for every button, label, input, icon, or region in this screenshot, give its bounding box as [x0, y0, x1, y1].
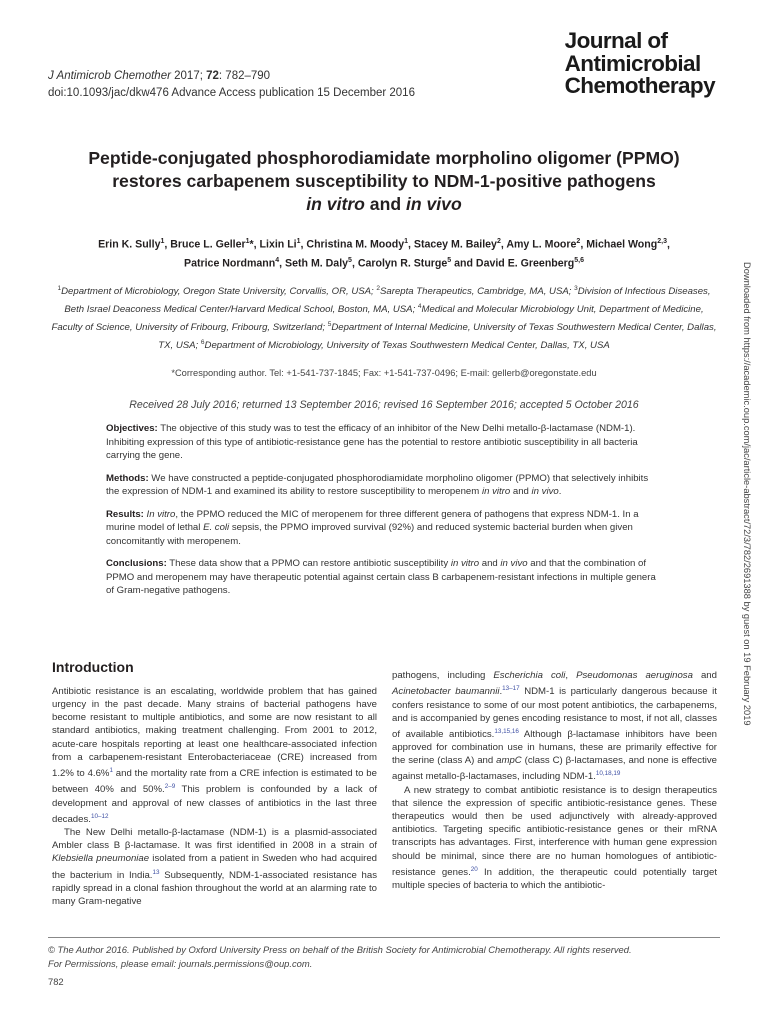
affiliation-mark: 6: [200, 338, 205, 346]
author-name[interactable]: , Amy L. Moore: [500, 238, 577, 251]
author-affiliation-mark: 5: [447, 257, 452, 265]
author-affiliation-mark: 1: [296, 238, 301, 245]
footer-rule: [48, 937, 720, 938]
title-italic: in vitro: [306, 194, 365, 214]
author-affiliation-mark: 2: [576, 238, 581, 245]
body-text: (class C) β-lactamases, and none is effective against metallo-β-lactamases, including NDM-1.: [392, 755, 717, 783]
affiliation-mark: 4: [417, 302, 422, 310]
abstract-text: sepsis, the PPMO improved survival (92%) and reduced systemic bacterial burden when given concomitantly with meropenem.: [106, 522, 633, 547]
body-text: This problem is confounded by a lack of development and approval of new classes of antibiotics in the last three decades.: [52, 784, 377, 825]
journal-logo-line: Chemotherapy: [564, 73, 715, 98]
body-paragraph: [392, 669, 717, 784]
download-watermark: Downloaded from https://academic.oup.com/jac/article-abstract/72/3/782/2691388 by guest on 19 February 2019: [742, 262, 752, 726]
abstract-conclusions: [106, 557, 662, 598]
affiliation-text: Division of Infectious Diseases, Beth Israel Deaconess Medical Center/Harvard Medical School, Boston, MA, USA;: [64, 286, 711, 316]
author-affiliation-mark: 2,3: [657, 238, 667, 245]
author-affiliation-mark: 2: [496, 238, 501, 245]
affiliation-text: Department of Internal Medicine, University of Texas Southwestern Medical Center, Dallas, TX, USA;: [158, 321, 717, 351]
affiliation-mark: 1: [57, 285, 62, 292]
author-name[interactable]: Erin K. Sully: [98, 238, 161, 251]
body-text: Although β-lactamase inhibitors have been approved for combination use in humans, these are primarily effective for the serine (class A) and: [392, 729, 717, 767]
page-number: 782: [48, 976, 64, 987]
reference-link[interactable]: 10–12: [90, 812, 109, 820]
abstract-text: We have constructed a peptide-conjugated phosphorodiamidate morpholino oligomer (PPMO) that selectively inhibits the expression of NDM-1 and examined its ability to restore susceptibility to meropenem: [106, 472, 649, 497]
affiliations: [48, 282, 720, 354]
abstract-text: The objective of this study was to test the efficacy of an inhibitor of the New Delhi metallo-β-lactamase (NDM-1). Inhibiting expression of this type of antibiotic-resistance gene has the potential to restore antibiotic susceptibility in all bacteria carrying the gene.: [106, 423, 638, 461]
author-affiliation-mark: 1: [245, 238, 250, 245]
title-italic: in vivo: [405, 194, 462, 214]
reference-link[interactable]: 13,15,16: [494, 727, 519, 735]
body-paragraph: [392, 784, 717, 892]
abstract-text: , the PPMO reduced the MIC of meropenem for three different genera of pathogens that express NDM-1. In a murine model of lethal: [106, 508, 639, 533]
author-name[interactable]: and David E. Greenberg: [451, 257, 575, 270]
affiliation-text: Sarepta Therapeutics, Cambridge, MA, USA;: [380, 286, 575, 298]
body-italic: Escherichia coli: [493, 670, 566, 681]
abstract-italic: E. coli: [203, 522, 230, 533]
body-column-left: [52, 685, 377, 908]
abstract: [106, 422, 662, 607]
body-text: A new strategy to combat antibiotic resistance is to design therapeutics that silence the expression of specific antibiotic-resistance genes. These therapeutics would then be used adjunctively with already-approved antibiotics. Targeting specific antibiotic-resistance genes or their mRNA transcripts has advantages. First, interference with human gene expression should be minimal, since there are no human homologues of antibiotic-resistance genes.: [392, 784, 717, 878]
body-italic: Acinetobacter baumannii: [392, 686, 500, 698]
body-paragraph: [52, 685, 377, 826]
abstract-objectives: [106, 422, 662, 463]
author-list: [40, 234, 728, 272]
affiliation-mark: 2: [376, 285, 381, 292]
affiliation-text: Medical and Molecular Microbiology Unit, Department of Medicine, Faculty of Science, University of Fribourg, Fribourg, Switzerland;: [51, 304, 704, 333]
author-name[interactable]: , Stacey M. Bailey: [408, 238, 497, 251]
author-name[interactable]: , Michael Wong: [580, 238, 658, 251]
body-italic: Pseudomonas aeruginosa: [576, 670, 693, 681]
received-dates: Received 28 July 2016; returned 13 September 2016; revised 16 September 2016; accepted 5 October 2016: [129, 399, 639, 411]
abstract-methods: [106, 472, 662, 499]
abstract-text: and: [479, 558, 501, 569]
abstract-label: Methods:: [106, 472, 149, 484]
abstract-text: and: [510, 486, 532, 497]
author-name[interactable]: , Bruce L. Geller: [164, 238, 246, 251]
footer-copyright: [48, 943, 632, 971]
body-text: Subsequently, NDM-1-associated resistance has rapidly spread in a clonal fashion throughout the world at an alarming rate to many Gram-negative: [52, 869, 377, 908]
body-italic: ampC: [496, 755, 522, 767]
author-name[interactable]: , Carolyn R. Sturge: [351, 257, 448, 270]
journal-logo: [565, 30, 715, 98]
author-affiliation-mark: 1: [160, 238, 165, 245]
body-text: Antibiotic resistance is an escalating, worldwide problem that has gained urgency in the past decade. Many strains of bacterial pathogens have become resistant to multiple antibiotics, and some are now resistant to all standard antibiotics, making treatment challenging. From 2001 to 2012, acute-care hospitals reporting at least one healthcare-associated infection from a carbapenem-resistant Enterobacteriaceae (CRE) increased from 1.2% to 4.6%: [52, 686, 377, 780]
citation-volume: 72: [206, 70, 219, 82]
abstract-italic: in vivo: [500, 558, 528, 569]
abstract-label: Results:: [106, 508, 144, 520]
abstract-italic: in vivo: [531, 486, 559, 497]
title-line: Peptide-conjugated phosphorodiamidate morpholino oligomer (PPMO): [88, 148, 680, 168]
affiliation-text: Department of Microbiology, University of Texas Southwestern Medical Center, Dallas, TX, USA: [204, 339, 610, 351]
author-name[interactable]: Patrice Nordmann: [184, 257, 276, 270]
body-text: and the mortality rate from a CRE infection is estimated to be between 40% and 50%.: [52, 768, 377, 796]
body-text: ,: [565, 670, 577, 681]
abstract-text: .: [558, 486, 562, 497]
reference-link[interactable]: 13: [152, 868, 160, 876]
author-affiliation-mark: 5: [348, 257, 352, 265]
title-line: [40, 193, 728, 216]
reference-link[interactable]: 1: [109, 766, 113, 774]
section-heading-introduction: Introduction: [52, 659, 134, 675]
copyright-line: © The Author 2016. Published by Oxford University Press on behalf of the British Society for Antimicrobial Chemotherapy. All rights reserved.: [48, 944, 632, 955]
article-citation: [48, 68, 415, 102]
reference-link[interactable]: 2–9: [164, 783, 176, 791]
body-text: pathogens, including: [392, 670, 494, 681]
body-column-right: [392, 669, 717, 892]
author-name[interactable]: *, Lixin Li: [249, 238, 297, 251]
reference-link[interactable]: 10,18,19: [595, 770, 621, 778]
abstract-italic: in vitro: [450, 558, 480, 569]
affiliation-mark: 3: [574, 285, 578, 292]
doi-line[interactable]: doi:10.1093/jac/dkw476 Advance Access publication 15 December 2016: [48, 87, 415, 99]
abstract-text: These data show that a PPMO can restore antibiotic susceptibility: [166, 558, 451, 569]
permissions-line[interactable]: For Permissions, please email: journals.permissions@oup.com.: [48, 958, 313, 969]
body-italic: Klebsiella pneumoniae: [52, 853, 150, 865]
abstract-results: [106, 508, 662, 549]
body-text: .: [499, 686, 503, 698]
citation-year: 2017;: [174, 70, 203, 82]
abstract-label: Objectives:: [106, 423, 158, 434]
abstract-text: and that the combination of PPMO and meropenem may have therapeutic potential against certain class B carbapenem-resistant infections in multiple genera of Gram-negative pathogens.: [106, 558, 656, 596]
body-paragraph: [52, 826, 377, 908]
author-name[interactable]: , Christina M. Moody: [300, 238, 405, 251]
abstract-italic: in vitro: [481, 486, 511, 497]
author-affiliation-mark: 5,6: [574, 257, 584, 265]
author-separator: ,: [666, 238, 670, 251]
abstract-label: Conclusions:: [106, 558, 167, 569]
journal-logo-line: Antimicrobial: [564, 50, 701, 76]
affiliation-text: Department of Microbiology, Oregon State University, Corvallis, OR, USA;: [61, 286, 377, 298]
body-text: The New Delhi metallo-β-lactamase (NDM-1) is a plasmid-associated Ambler class B β-lactamase. It was first identified in 2008 in a strain of: [52, 827, 377, 852]
journal-abbreviation: J Antimicrob Chemother: [48, 70, 171, 82]
author-affiliation-mark: 4: [275, 257, 280, 265]
title-text: and: [364, 194, 406, 214]
body-text: NDM-1 is particularly dangerous because it confers resistance to some of our most potent antibiotics, the carbapenems, and is accompanied by genes encoding resistance to most, if not all, classes of available antibiotics.: [392, 686, 717, 740]
affiliation-mark: 5: [327, 320, 332, 328]
reference-link[interactable]: 13–17: [502, 685, 520, 693]
reference-link[interactable]: 20: [470, 865, 478, 873]
author-affiliation-mark: 1: [404, 238, 409, 245]
author-name[interactable]: , Seth M. Daly: [279, 257, 349, 270]
corresponding-author: *Corresponding author. Tel: +1-541-737-1845; Fax: +1-541-737-0496; E-mail: gellerb@oregonstate.edu: [171, 368, 597, 378]
citation-pages: : 782–790: [218, 70, 271, 82]
body-text: and: [692, 670, 717, 681]
abstract-italic: In vitro: [143, 508, 176, 520]
title-line: restores carbapenem susceptibility to NDM-1-positive pathogens: [112, 171, 656, 191]
journal-logo-line: Journal of: [564, 28, 668, 53]
body-text: isolated from a patient in Sweden who had acquired the bacterium in India.: [52, 853, 377, 881]
article-title: [40, 147, 728, 216]
body-text: In addition, the therapeutic could potentially target multiple species of bacteria to which the antibiotic-: [392, 866, 717, 892]
